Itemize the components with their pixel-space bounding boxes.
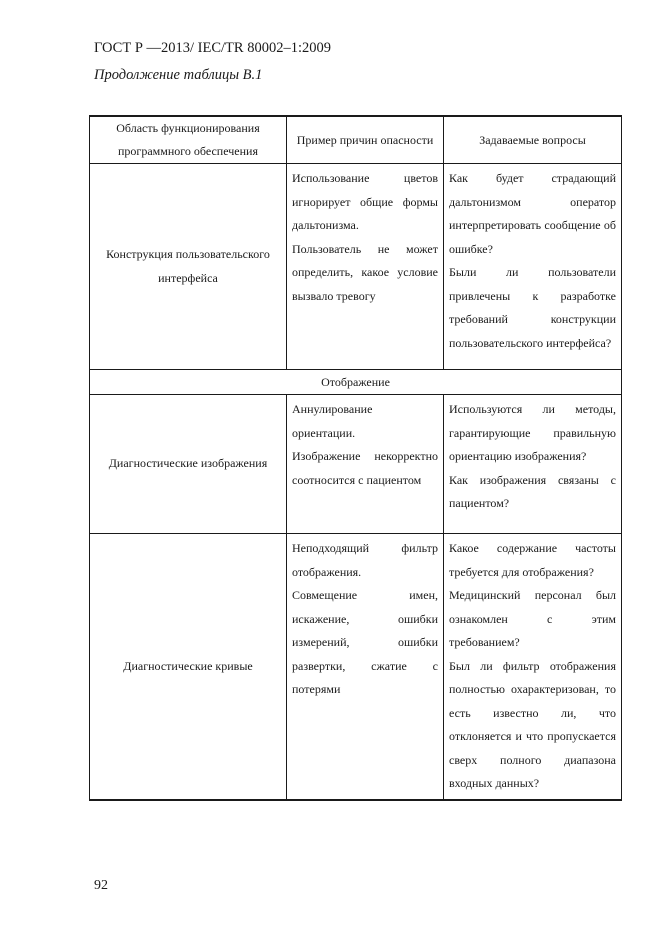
- question-text: Какое содержание частоты требуется для отображения?: [449, 541, 616, 579]
- table-row: [90, 534, 622, 800]
- cause-text: Изображение некорректно соотносится с пациентом: [292, 449, 438, 487]
- question-text: Используются ли методы, гарантирующие правильную ориентацию изображения?: [449, 402, 616, 463]
- section-row: [90, 370, 622, 395]
- page-number: 92: [94, 878, 108, 893]
- question-text: Как будет страдающий дальтонизмом оператор интерпретировать сообщение об ошибке?: [449, 171, 616, 256]
- question-text: Как изображения связаны с пациентом?: [449, 472, 616, 510]
- cause-text: Использование цветов игнорирует общие формы дальтонизма.: [292, 171, 438, 232]
- question-text: Был ли фильтр отображения полностью охарактеризован, то есть известно ли, что отклоняется и что пропускается сверх полного диапазона входных данных?: [449, 658, 616, 790]
- row-area-cell: Конструкция пользовательского интерфейса: [90, 164, 287, 370]
- table-row: [90, 164, 622, 370]
- row-area-cell: Диагностические изображения: [90, 395, 287, 534]
- column-header-questions: Задаваемые вопросы: [444, 116, 622, 164]
- row-causes-cell: [287, 534, 444, 800]
- column-header-causes: Пример причин опасности: [287, 116, 444, 164]
- section-title: Отображение: [90, 370, 622, 395]
- cause-text: Совмещение имен, искажение, ошибки измерений, ошибки развертки, сжатие с потерями: [292, 588, 438, 696]
- row-causes-cell: [287, 164, 444, 370]
- hazard-table: [89, 115, 622, 801]
- row-questions-cell: [444, 395, 622, 534]
- cause-text: Пользователь не может определить, какое условие вызвало тревогу: [292, 241, 438, 303]
- table-continuation-caption: Продолжение таблицы B.1: [94, 67, 263, 83]
- column-header-area: Область функционирования программного обеспечения: [90, 116, 287, 164]
- cause-text: Неподходящий фильтр отображения.: [292, 541, 438, 579]
- question-text: Медицинский персонал был ознакомлен с этим требованием?: [449, 588, 616, 649]
- question-text: Были ли пользователи привлечены к разработке требований конструкции пользовательского интерфейса?: [449, 265, 616, 350]
- cause-text: Аннулирование ориентации.: [292, 402, 373, 440]
- table-row: [90, 395, 622, 534]
- row-area-cell: Диагностические кривые: [90, 534, 287, 800]
- row-causes-cell: [287, 395, 444, 534]
- row-questions-cell: [444, 534, 622, 800]
- standard-header: ГОСТ Р —2013/ IEC/TR 80002–1:2009: [94, 40, 331, 56]
- table-header-row: [90, 116, 622, 164]
- row-questions-cell: [444, 164, 622, 370]
